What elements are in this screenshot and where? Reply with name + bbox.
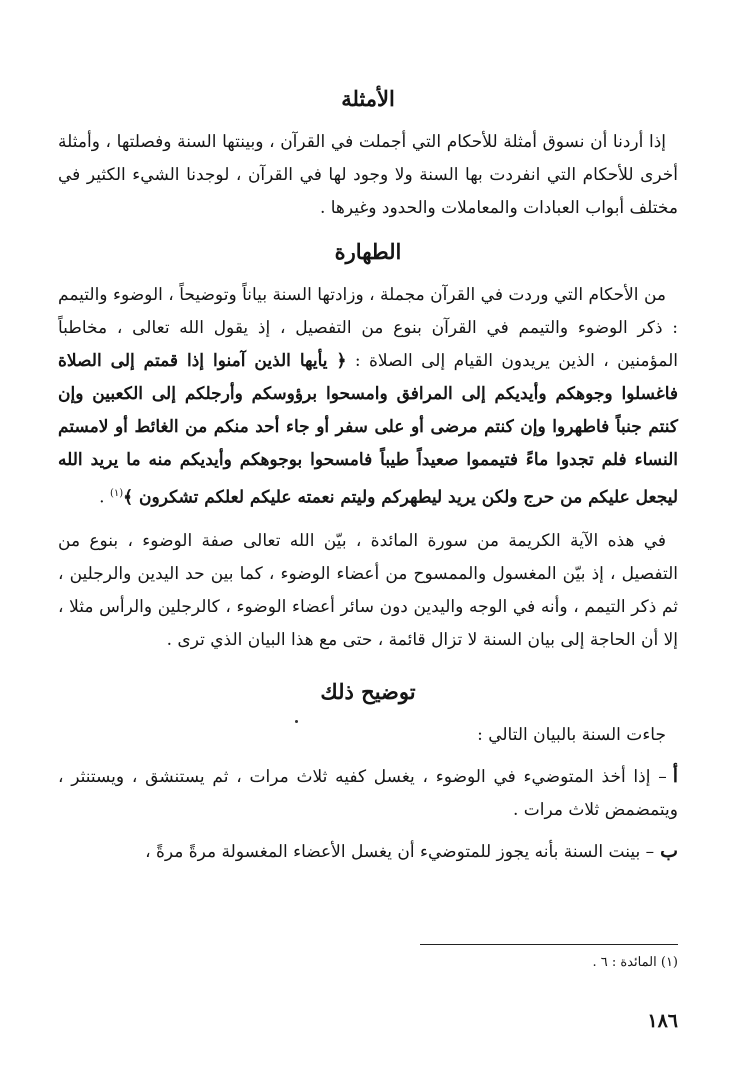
footnote-divider — [420, 944, 678, 945]
footnote: (١) المائدة : ٦ . — [592, 955, 678, 970]
page-number: ١٨٦ — [647, 1010, 678, 1032]
list-item — [58, 760, 678, 827]
paragraph-intro: إذا أردنا أن نسوق أمثلة للأحكام التي أجملت في القرآن ، وبينتها السنة وفصلتها ، وأمثلة أخرى للأحكام التي انفردت بها السنة ولا وجود لها في القرآن ، لوجدنا الشيء الكثير في مختلف أبواب العبادات والمعاملات والحدود وغيرها . — [58, 132, 678, 218]
footnote-marker: (١) — [109, 488, 124, 499]
page-body — [58, 84, 678, 869]
heading-purity: الطهارة — [334, 239, 402, 264]
paragraph-explanation: في هذه الآية الكريمة من سورة المائدة ، بيّن الله تعالى صفة الوضوء ، بنوع من التفصيل ، إذ بيّن المغسول والممسوح من أعضاء الوضوء ، كما بين حد اليدين والرجلين ، ثم ذكر التيمم ، وأنه في الوجه واليدين دون سائر أعضاء الوضوء ، كالرجلين والرأس مثلا ، إلا أن الحاجة إلى بيان السنة لا تزال قائمة ، حتى مع هذا البيان الذي ترى . — [58, 530, 678, 650]
heading-examples: الأمثلة — [341, 86, 395, 111]
item-text: – بينت السنة بأنه يجوز للمتوضيء أن يغسل الأعضاء المغسولة مرةً مرةً ، — [145, 841, 655, 862]
paragraph-purity — [58, 279, 678, 515]
verse-end: . — [99, 487, 110, 508]
stray-dot — [295, 720, 298, 723]
item-letter: ب — [660, 839, 678, 862]
list-item — [58, 835, 678, 869]
sunnah-lead: جاءت السنة بالبيان التالي : — [477, 724, 666, 745]
item-text: – إذا أخذ المتوضيء في الوضوء ، يغسل كفيه ثلاث مرات ، ثم يستنشق ، ويستنثر ، ويتمضمض ثلاث مرات . — [58, 766, 678, 820]
heading-clarification: توضيح ذلك — [320, 678, 416, 704]
item-letter: أ — [672, 764, 678, 787]
purity-text: من الأحكام التي وردت في القرآن مجملة ، وزادتها السنة بياناً وتوضيحاً ، الوضوء والتيمم : ذكر الوضوء والتيمم في القرآن بنوع من التفصيل ، إذ يقول الله تعالى ، مخاطباً المؤمنين ، الذين يريدون القيام إلى الصلاة : — [58, 285, 678, 371]
quran-verse: ﴿ يأيها الذين آمنوا إذا قمتم إلى الصلاة فاغسلوا وجوهكم وأيديكم إلى المرافق وامسحوا برؤوسكم وأرجلكم إلى الكعبين وإن كنتم جنباً فاطهروا وإن كنتم مرضى أو على سفر أو جاء أحد منكم من الغائط أو لامستم النساء فلم تجدوا ماءً فتيمموا صعيداً طيباً فامسحوا بوجوهكم وأيديكم منه ما يريد الله ليجعل عليكم من حرج ولكن يريد ليطهركم وليتم نعمته عليكم لعلكم تشكرون ﴾ — [58, 351, 678, 508]
